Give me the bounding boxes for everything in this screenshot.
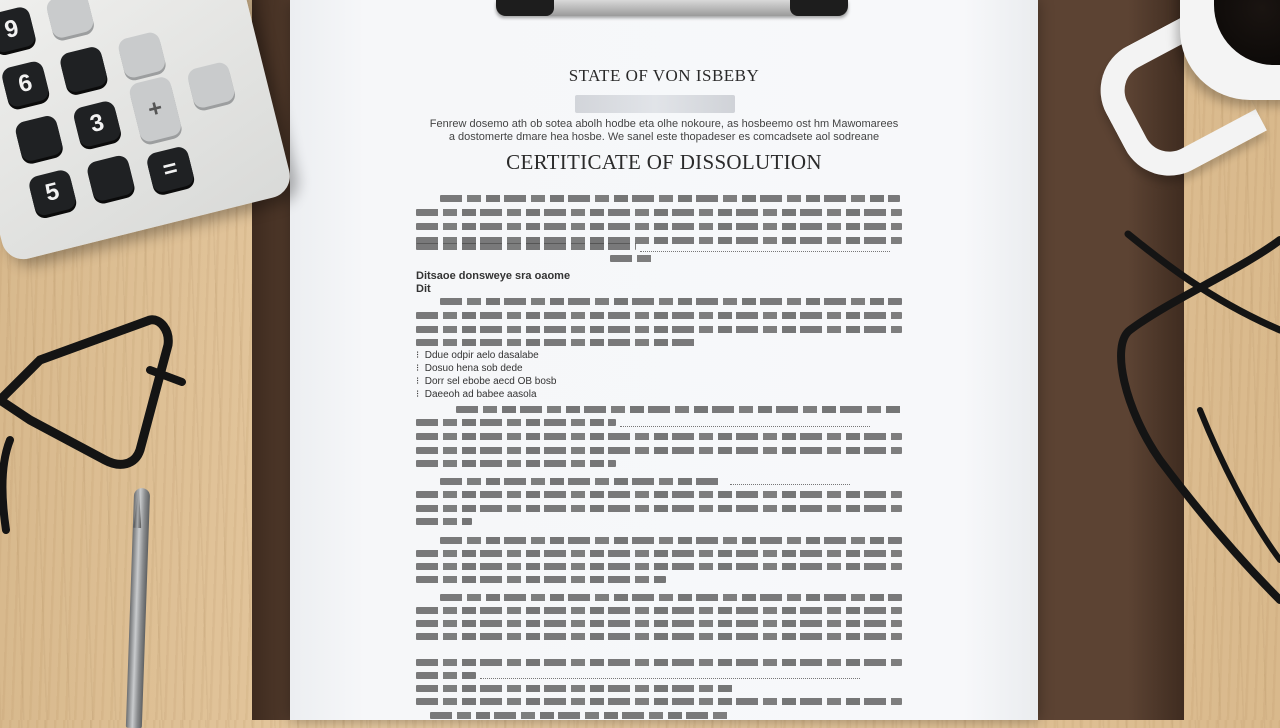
body-text-line bbox=[416, 223, 902, 230]
body-text-line bbox=[416, 633, 902, 640]
calculator-key: 9 bbox=[0, 5, 37, 54]
list-item: ⁝ Dosuo hena sob dede bbox=[416, 363, 523, 374]
certificate-document bbox=[290, 0, 1038, 720]
body-text-line bbox=[416, 563, 902, 570]
body-text-line bbox=[456, 406, 902, 413]
state-seal-stamp bbox=[575, 95, 735, 113]
body-text-line bbox=[416, 243, 636, 250]
subtitle-line: Fenrew dosemo ath ob sotea abolh hodbe eta olhe nokoure, as hosbeemo ost hm Mawomarees bbox=[429, 118, 899, 130]
body-text-line bbox=[440, 478, 720, 485]
state-title: STATE OF VON ISBEBY bbox=[568, 66, 760, 85]
calculator-key: + bbox=[128, 75, 183, 143]
clipboard-clip-end bbox=[496, 0, 554, 16]
body-text-line bbox=[416, 576, 666, 583]
body-text-line bbox=[416, 419, 616, 426]
body-text-line bbox=[416, 672, 476, 679]
calculator-key bbox=[45, 0, 95, 40]
body-text-line bbox=[416, 518, 472, 525]
calculator-key: 3 bbox=[72, 99, 122, 148]
fill-in-line bbox=[730, 484, 850, 486]
subtitle-line: a dostomerte dmare hea hosbe. We sanel este thopadeser es comcadsete aol sodreane bbox=[448, 131, 880, 143]
body-text-line bbox=[416, 209, 902, 216]
fill-in-line bbox=[480, 678, 860, 680]
body-text-line bbox=[416, 460, 616, 467]
section-heading: Dit bbox=[416, 283, 431, 295]
body-text-line bbox=[440, 594, 902, 601]
body-text-line bbox=[416, 339, 696, 346]
fill-in-line bbox=[620, 426, 870, 428]
body-text-line bbox=[416, 620, 902, 627]
eyeglasses-left bbox=[0, 300, 200, 540]
fill-in-line bbox=[640, 251, 890, 253]
calculator-key bbox=[85, 154, 135, 203]
calculator-key bbox=[117, 31, 167, 80]
body-text-line bbox=[440, 195, 900, 202]
body-text-line bbox=[416, 607, 902, 614]
body-text-line bbox=[610, 255, 656, 262]
body-text-line bbox=[416, 698, 902, 705]
calculator-key: = bbox=[145, 145, 195, 194]
calculator bbox=[0, 0, 295, 264]
body-text-line bbox=[416, 550, 902, 557]
calculator-key bbox=[186, 61, 236, 110]
body-text-line bbox=[416, 659, 902, 666]
body-text-line bbox=[416, 685, 736, 692]
calculator-key bbox=[58, 45, 108, 94]
body-text-line bbox=[416, 312, 902, 319]
list-item: ⁝ Ddue odpir aelo dasalabe bbox=[416, 350, 539, 361]
body-text-line bbox=[416, 505, 902, 512]
list-item: ⁝ Daeeoh ad babee aasola bbox=[416, 389, 537, 400]
section-heading: Ditsaoe donsweye sra oaome bbox=[416, 270, 571, 282]
certificate-title: CERTITICATE OF DISSOLUTION bbox=[506, 150, 822, 174]
list-item: ⁝ Dorr sel ebobe aecd OB bosb bbox=[416, 376, 557, 387]
clipboard-clip-end bbox=[790, 0, 848, 16]
body-text-line bbox=[440, 298, 902, 305]
calculator-key: 5 bbox=[27, 168, 77, 217]
calculator-key bbox=[14, 114, 64, 163]
calculator-key: 6 bbox=[0, 60, 50, 109]
bullet-list bbox=[416, 349, 557, 401]
body-text-line bbox=[416, 433, 902, 440]
body-text-line bbox=[416, 491, 902, 498]
body-text-line bbox=[440, 537, 902, 544]
body-text-line bbox=[416, 447, 902, 454]
body-text-line bbox=[416, 326, 902, 333]
eyeglasses-right bbox=[1100, 220, 1280, 620]
body-text-line bbox=[430, 712, 730, 719]
